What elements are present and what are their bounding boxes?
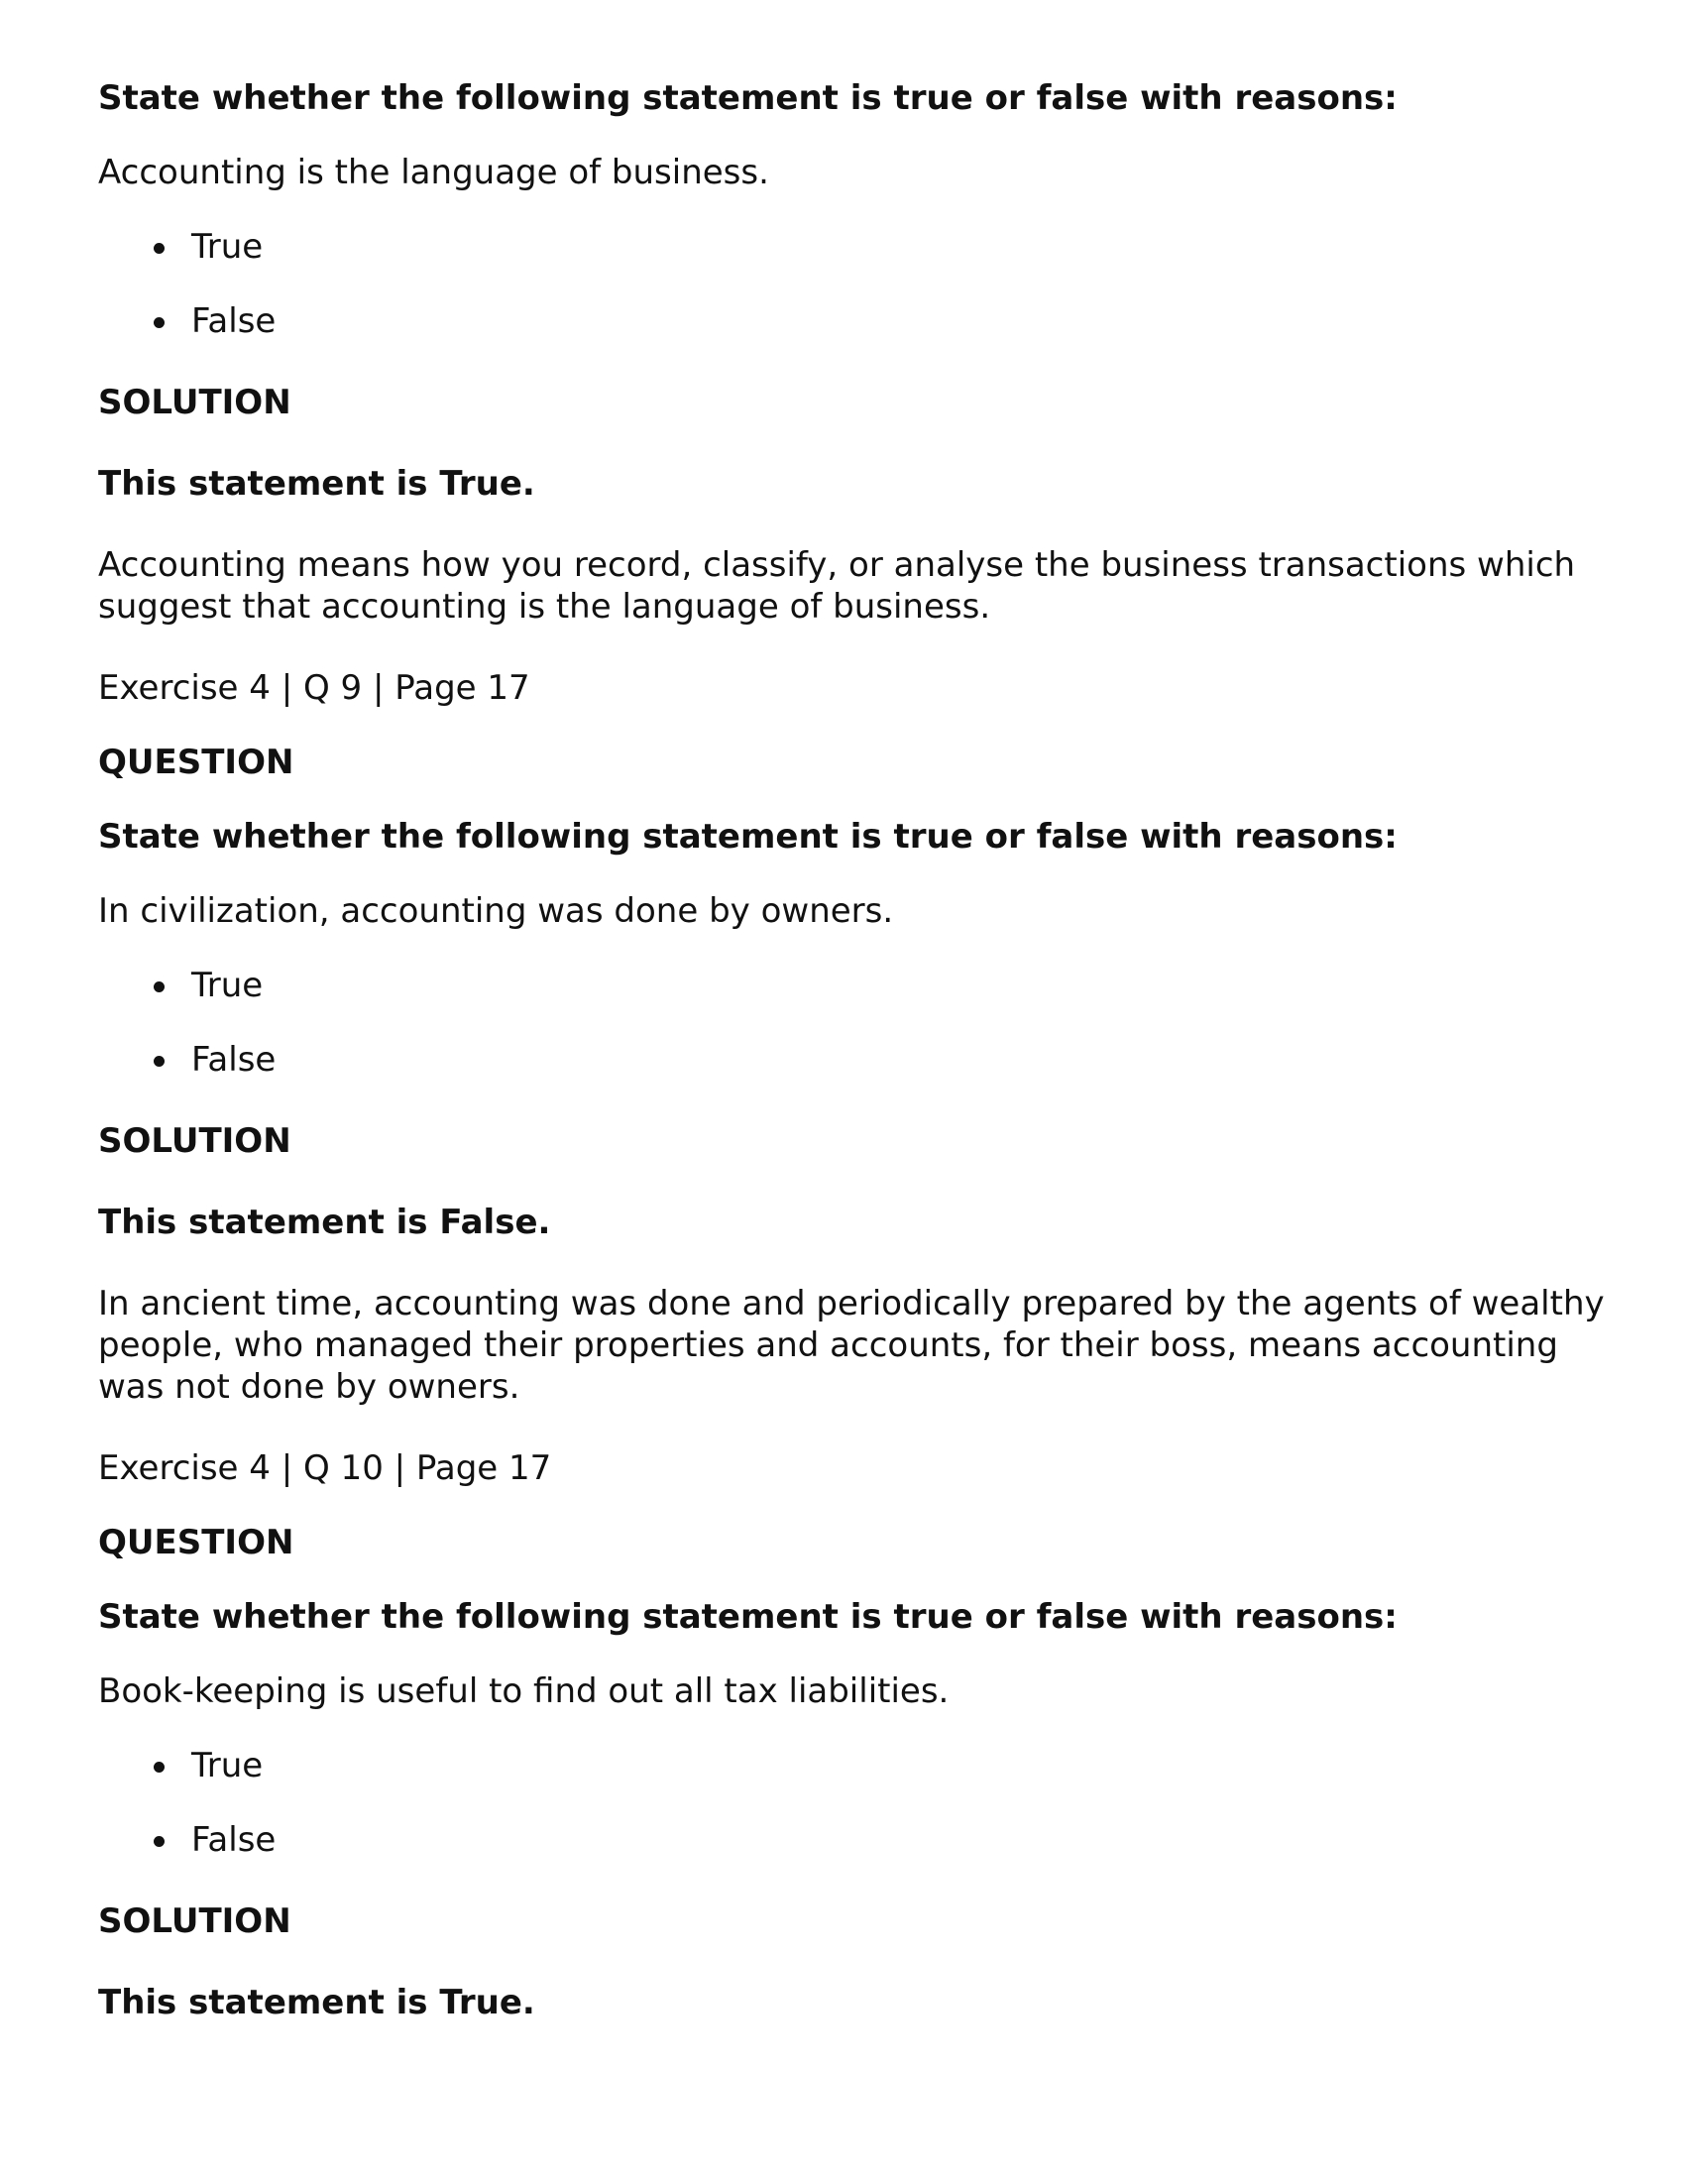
question-statement: In civilization, accounting was done by owners.: [98, 891, 894, 931]
question-prompt: State whether the following statement is true or false with reasons:: [98, 1597, 1398, 1637]
document-page: [98, 77, 1605, 2023]
solution-heading: SOLUTION: [98, 1901, 291, 1941]
exercise-reference: Exercise 4 | Q 10 | Page 17: [98, 1448, 552, 1488]
option-true: True: [98, 226, 1605, 268]
solution-heading: SOLUTION: [98, 1121, 291, 1161]
question-prompt: State whether the following statement is true or false with reasons:: [98, 817, 1398, 857]
solution-verdict: This statement is True.: [98, 464, 535, 504]
question-heading: QUESTION: [98, 1523, 294, 1562]
question-statement: Accounting is the language of business.: [98, 153, 769, 192]
solution-explanation: In ancient time, accounting was done and periodically prepared by the agents of wealthy people, who managed their properties and accounts, for their boss, means accounting was not done by owners.: [98, 1284, 1605, 1407]
question-heading: QUESTION: [98, 743, 294, 782]
solution-explanation: Accounting means how you record, classify, or analyse the business transactions which suggest that accounting is the language of business.: [98, 545, 1576, 627]
solution-verdict: This statement is True.: [98, 1983, 535, 2022]
option-false: False: [98, 1819, 1605, 1861]
question-prompt: State whether the following statement is true or false with reasons:: [98, 78, 1398, 118]
option-true: True: [98, 1745, 1605, 1786]
solution-heading: SOLUTION: [98, 383, 291, 422]
exercise-reference: Exercise 4 | Q 9 | Page 17: [98, 668, 530, 708]
solution-verdict: This statement is False.: [98, 1203, 551, 1242]
option-false: False: [98, 1039, 1605, 1081]
question-statement: Book-keeping is useful to find out all tax liabilities.: [98, 1671, 950, 1711]
option-true: True: [98, 965, 1605, 1006]
option-false: False: [98, 300, 1605, 342]
